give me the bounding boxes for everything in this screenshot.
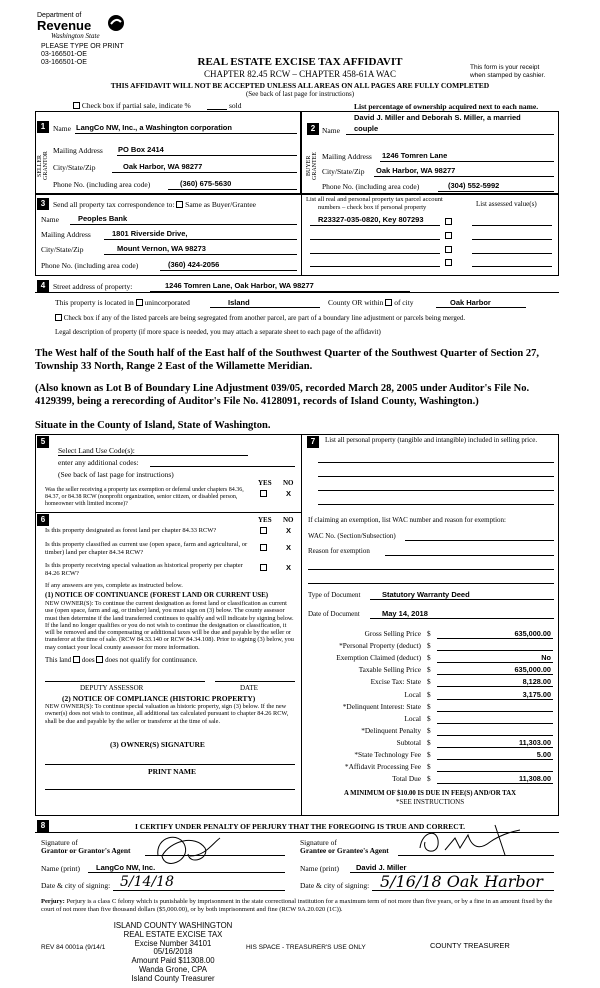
rev-number: REV 84 0001a (9/14/1 — [41, 944, 106, 951]
tax-row-label: Subtotal — [396, 737, 421, 747]
see-instructions: *SEE INSTRUCTIONS — [395, 798, 465, 806]
tax-row-currency: $ — [427, 629, 431, 638]
section-5-badge: 5 — [37, 436, 49, 448]
historic-yes-checkbox[interactable] — [260, 564, 267, 571]
tax-row-currency: $ — [427, 665, 431, 675]
treasurer-stamp — [103, 922, 243, 984]
perjury-notice — [41, 898, 561, 914]
tax-row — [301, 725, 559, 737]
stamp-line-7: Island County Treasurer — [131, 973, 215, 983]
stamp-line-3: Excise Number 34101 — [134, 938, 212, 948]
dept-line1: Department of — [37, 12, 82, 19]
ownership-note: List percentage of ownership acquired next to each name. — [354, 102, 539, 111]
tax-row-label: Local — [404, 713, 421, 723]
located-row: This property is located in unincorporated — [55, 298, 190, 307]
deputy-date: DATE — [240, 684, 258, 692]
partial-sale — [73, 101, 191, 110]
grantee-name[interactable]: David J. Miller — [356, 863, 407, 872]
s5-yes-checkbox[interactable] — [260, 490, 267, 497]
legal-description-2: (Also known as Lot B of Boundary Line Adjustment 039/05, recorded March 28, 2005 under Auditor's File No. 4129399, being a rerecording of Auditor's File No. 4128091, records of Island County, Washington.) — [35, 383, 530, 407]
current-use-question: Is this property classified as current use (open space, farm and agricultural, or timber) land per chapter 84.34 RCW? — [45, 541, 248, 556]
tax-row-currency: $ — [427, 641, 431, 651]
notice-2-body: NEW OWNER(S): To continue special valuation as historic property, sign (3) below. If the new owner(s) does not wish to continue, all additional tax calculated pursuant to chapter 84.26 RCW, shall be due and payable by the seller or transferor at the time of sale. — [45, 703, 289, 725]
tax-row — [301, 737, 559, 749]
same-as-buyer-checkbox[interactable] — [176, 201, 183, 208]
notice-2-title: (2) NOTICE OF COMPLIANCE (HISTORIC PROPERTY) — [62, 694, 256, 703]
stamp-line-6: Wanda Grone, CPA — [138, 964, 208, 974]
legal-description-1: The West half of the South half of the East half of the Southwest Quarter of the Southwest Quarter of Section 27, Township 33 North, Range 2 East of the Willamette Meridian. — [35, 348, 539, 372]
buyer-name-line1[interactable]: David J. Miller and Deborah S. Miller, a married — [354, 113, 521, 122]
parcel-checkbox-4[interactable] — [445, 259, 452, 266]
tax-row-label: Local — [404, 689, 421, 699]
grantor-date[interactable]: 5/14/18 — [120, 874, 174, 890]
tax-row-value[interactable]: 11,303.00 — [518, 737, 551, 747]
tax-mailing[interactable]: 1801 Riverside Drive, — [112, 229, 188, 238]
sold-label: sold — [229, 101, 242, 110]
forest-yes-checkbox[interactable] — [260, 527, 267, 534]
seller-phone-label: Phone No. (including area code) — [53, 180, 151, 189]
perjury-text: Perjury is a class C felony which is punishable by imprisonment in the state correctional institution for a maximum term of not more than five years, or by a fine in an amount fixed by the court of not more than five thousand dollars ($5,000.00), or by both imprisonment and fine (RCW 9A.20.020 (1C)). — [41, 898, 553, 913]
dor-logo-icon — [107, 14, 125, 32]
forest-question: Is this property designated as forest land per chapter 84.33 RCW? — [45, 527, 217, 534]
unincorporated-checkbox[interactable] — [136, 299, 143, 306]
tax-row-currency: $ — [427, 762, 431, 772]
notice-1-title: (1) NOTICE OF CONTINUANCE (FOREST LAND OR CURRENT USE) — [45, 591, 269, 599]
wac-label: WAC No. (Section/Subsection) — [308, 532, 396, 540]
buyer-name-label: Name — [322, 126, 340, 135]
deputy-assessor: DEPUTY ASSESSOR — [80, 684, 144, 692]
partial-sale-label: Check box if partial sale, indicate % — [81, 101, 191, 110]
stamp-line-2: REAL ESTATE EXCISE TAX — [123, 929, 223, 939]
doc-date-label: Date of Document — [308, 610, 360, 618]
tax-row-currency: $ — [427, 677, 431, 687]
form-code-2: 03-166501-OE — [41, 59, 87, 66]
certify-statement: I CERTIFY UNDER PENALTY OF PERJURY THAT THE FOREGOING IS TRUE AND CORRECT. — [135, 822, 466, 831]
legal-label: Legal description of property (if more space is needed, you may attach a separate sheet to each page of the affidavit) — [55, 328, 381, 336]
treasurer-space-label: HIS SPACE - TREASURER'S USE ONLY — [246, 944, 366, 951]
s5-no-header: NO — [283, 479, 294, 487]
tax-row — [301, 652, 559, 664]
tax-row-label: *State Technology Fee — [354, 750, 421, 759]
buyer-city[interactable]: Oak Harbor, WA 98277 — [376, 166, 456, 175]
tax-row — [301, 761, 559, 773]
parcel-header-2: numbers – check box if personal property — [318, 204, 427, 211]
segregated-checkbox[interactable] — [55, 314, 62, 321]
tax-row-value[interactable]: 5.00 — [536, 750, 551, 759]
doc-type-label: Type of Document — [308, 591, 361, 599]
tax-row — [301, 749, 559, 761]
forest-no-answer[interactable]: X — [286, 526, 292, 535]
form-subtitle: CHAPTER 82.45 RCW – CHAPTER 458-61A WAC — [204, 69, 396, 79]
current-use-yes-checkbox[interactable] — [260, 544, 267, 551]
street-address[interactable]: 1246 Tomren Lane, Oak Harbor, WA 98277 — [165, 281, 314, 290]
grantee-signature[interactable] — [410, 820, 540, 860]
tax-row-label: Total Due — [392, 774, 421, 784]
tax-row-value[interactable]: 635,000.00 — [514, 629, 551, 638]
s6-yes-header: YES — [258, 516, 272, 524]
parcel-checkbox-2[interactable] — [445, 232, 452, 239]
tax-row-currency: $ — [427, 725, 431, 735]
owner-signature-label: (3) OWNER(S) SIGNATURE — [110, 740, 205, 749]
tax-row — [301, 713, 559, 725]
buyer-side-label: BUYER GRANTEE — [306, 152, 318, 180]
additional-codes-label: enter any additional codes: — [58, 458, 139, 467]
tax-row-currency: $ — [427, 701, 431, 711]
seller-phone[interactable]: (360) 675-5630 — [180, 179, 232, 188]
form-code-1: 03-166501-OE — [41, 51, 87, 58]
historic-question: Is this property receiving special valuation as historical property per chapter 84.26 RCW? — [45, 562, 243, 577]
section-6-badge: 6 — [37, 514, 49, 526]
grantee-date[interactable]: 5/16/18 Oak Harbor — [380, 872, 543, 891]
tax-row — [301, 701, 559, 713]
exemption-wac-label: If claiming an exemption, list WAC number and reason for exemption: — [308, 516, 506, 524]
stamp-line-4: 05/16/2018 — [153, 947, 193, 957]
tax-row-label: Gross Selling Price — [364, 629, 421, 638]
tax-row-currency: $ — [427, 713, 431, 723]
tax-row-currency: $ — [427, 653, 431, 663]
buyer-mailing-label: Mailing Address — [322, 152, 372, 161]
buyer-phone-label: Phone No. (including area code) — [322, 182, 420, 191]
s6-no-header: NO — [283, 516, 294, 524]
grantor-sig-label-2: Grantor or Grantor's Agent — [41, 846, 131, 855]
county-name[interactable]: Island — [228, 298, 250, 307]
personal-prop-label: List all personal property (tangible and intangible) included in selling price. — [325, 436, 538, 444]
print-name-label: PRINT NAME — [148, 767, 196, 776]
historic-no-answer[interactable]: X — [286, 563, 292, 572]
tax-row-currency: $ — [427, 774, 431, 784]
tax-row-label: Taxable Selling Price — [358, 665, 421, 675]
tax-row-label: *Personal Property (deduct) — [339, 641, 421, 651]
grantor-name[interactable]: LangCo NW, Inc. — [96, 863, 156, 872]
seller-name-label: Name — [53, 124, 71, 133]
tax-mailing-label: Mailing Address — [41, 230, 91, 239]
tax-corr-label: Send all property tax correspondence to: Same as Buyer/Grantee — [53, 200, 256, 209]
buyer-phone[interactable]: (304) 552-5992 — [448, 181, 500, 190]
seller-side-label: SELLER GRANTOR — [37, 151, 49, 181]
land-use-label: Select Land Use Code(s): — [58, 446, 135, 455]
grantee-sig-label-1: Signature of — [300, 838, 337, 847]
warning: THIS AFFIDAVIT WILL NOT BE ACCEPTED UNLESS ALL AREAS ON ALL PAGES ARE FULLY COMPLETED — [110, 81, 490, 90]
please-type: PLEASE TYPE OR PRINT — [41, 43, 124, 50]
tax-row — [301, 628, 559, 640]
seller-city[interactable]: Oak Harbor, WA 98277 — [123, 162, 203, 171]
county-treasurer-label: COUNTY TREASURER — [430, 941, 510, 950]
city-name[interactable]: Oak Harbor — [450, 298, 491, 307]
tax-row-value[interactable]: 11,308.00 — [518, 774, 551, 784]
street-label: Street address of property: — [53, 282, 133, 291]
does-checkbox[interactable] — [73, 656, 80, 663]
stamp-line-5: Amount Paid $11308.00 — [131, 956, 215, 966]
parcel-checkbox-1[interactable] — [445, 218, 452, 225]
tax-name[interactable]: Peoples Bank — [78, 214, 128, 223]
buyer-name-line2[interactable]: couple — [354, 124, 379, 133]
does-not-checkbox[interactable] — [96, 656, 103, 663]
tax-row — [301, 689, 559, 701]
section-3-badge: 3 — [37, 198, 49, 210]
doc-date[interactable]: May 14, 2018 — [382, 609, 428, 618]
tax-row — [301, 664, 559, 676]
buyer-mailing[interactable]: 1246 Tomren Lane — [382, 151, 448, 160]
current-use-no-answer[interactable]: X — [286, 543, 292, 552]
land-use-see-back: (See back of last page for instructions) — [58, 470, 174, 479]
tax-row — [301, 773, 559, 785]
buyer-city-label: City/State/Zip — [322, 167, 365, 176]
if-yes-note: If any answers are yes, complete as instructed below. — [45, 582, 183, 589]
county-or-label: County OR within of city — [328, 298, 414, 307]
tax-row-currency: $ — [427, 689, 431, 699]
tax-row-value[interactable]: 3,175.00 — [522, 689, 551, 699]
parcel-checkbox-3[interactable] — [445, 246, 452, 253]
tax-row-value[interactable]: No — [541, 653, 551, 663]
tax-row-label: Excise Tax: State — [370, 677, 421, 687]
grantor-date-label: Date & city of signing: — [41, 881, 111, 890]
segregated-row: Check box if any of the listed parcels are being segregated from another parcel, are part of a boundary line adjustment or parcels being merged. — [55, 314, 465, 322]
tax-row-currency: $ — [427, 737, 431, 747]
receipt-note-1: This form is your receipt — [470, 64, 540, 71]
section-8-badge: 8 — [37, 820, 49, 832]
tax-row-label: *Affidavit Processing Fee — [344, 762, 421, 772]
tax-phone-label: Phone No. (including area code) — [41, 261, 139, 270]
dept-line3: Washington State — [51, 32, 100, 40]
tax-name-label: Name — [41, 215, 59, 224]
grantor-signature[interactable] — [150, 826, 230, 876]
see-back: (See back of last page for instructions) — [245, 90, 355, 98]
tax-row-label: Exemption Claimed (deduct) — [336, 653, 421, 663]
form-title: REAL ESTATE EXCISE TAX AFFIDAVIT — [197, 56, 403, 68]
tax-phone[interactable]: (360) 424-2056 — [168, 260, 220, 269]
section-7-badge: 7 — [307, 436, 319, 448]
section-1-badge: 1 — [37, 121, 49, 133]
tax-row-label: *Delinquent Interest: State — [342, 701, 421, 711]
assessed-header: List assessed value(s) — [476, 200, 537, 208]
tax-row-currency: $ — [427, 750, 431, 759]
seller-mailing[interactable]: PO Box 2414 — [118, 145, 164, 154]
reason-label: Reason for exemption — [308, 547, 370, 555]
section-4-badge: 4 — [37, 280, 49, 292]
dept-line2: Revenue — [37, 18, 92, 33]
doc-type[interactable]: Statutory Warranty Deed — [382, 590, 470, 599]
tax-row-label: *Delinquent Penalty — [361, 725, 421, 735]
grantor-sig-label-1: Signature of — [41, 838, 78, 847]
s5-yes-header: YES — [258, 479, 272, 487]
grantee-date-label: Date & city of signing: — [300, 881, 370, 890]
parcel-number[interactable]: R23327-035-0820, Key 807293 — [318, 215, 424, 224]
legal-description-3: Situate in the County of Island, State of Washington. — [35, 420, 271, 431]
s5-no-answer[interactable]: X — [286, 489, 292, 498]
continuance-row: This land does does not qualify for continuance. — [45, 656, 198, 664]
stamp-line-1: ISLAND COUNTY WASHINGTON — [113, 921, 233, 930]
tax-city[interactable]: Mount Vernon, WA 98273 — [117, 244, 206, 253]
notice-1-body: NEW OWNER(S): To continue the current designation as forest land or classification as current use (open space, farm and ag, or timber) land, you must sign on (3) below. The county assessor must then determine if the land transferred continues to qualify and will indicate by signing below. If the land no longer qualifies or you do not wish to continue the designation or classification, it will be removed and the compensating or additional taxes will be due and payable by the seller or transferor at the time of sale. (RCW 84.33.140 or RCW 84.34.108). Prior to signing (3) below, you may contact your local county assessor for more information. — [45, 600, 294, 651]
tax-row-value[interactable]: 8,128.00 — [522, 677, 551, 687]
seller-city-label: City/State/Zip — [53, 163, 96, 172]
section-2-badge: 2 — [307, 123, 319, 135]
tax-row-value[interactable]: 635,000.00 — [514, 665, 551, 675]
receipt-note-2: when stamped by cashier. — [470, 72, 546, 79]
partial-sale-checkbox[interactable] — [73, 102, 80, 109]
seller-mailing-label: Mailing Address — [53, 146, 103, 155]
exemption-question: Was the seller receiving a property tax exemption or deferral under chapters 84.36, 84.37, or 84.38 RCW (nonprofit organization, senior citizen, or disabled person, homeowner with limited income)? — [45, 487, 244, 507]
tax-row — [301, 640, 559, 652]
grantee-name-label: Name (print) — [300, 864, 339, 873]
minimum-note: A MINIMUM OF $10.00 IS DUE IN FEE(S) AND/OR TAX — [343, 790, 517, 797]
tax-city-label: City/State/Zip — [41, 245, 84, 254]
tax-row — [301, 676, 559, 688]
within-city-checkbox[interactable] — [385, 299, 392, 306]
grantee-sig-label-2: Grantee or Grantee's Agent — [300, 846, 389, 855]
perjury-label: Perjury: — [41, 898, 65, 905]
grantor-name-label: Name (print) — [41, 864, 80, 873]
parcel-header-1: List all real and personal property tax parcel account — [306, 196, 443, 203]
seller-name[interactable]: LangCo NW, Inc., a Washington corporation — [76, 123, 232, 132]
